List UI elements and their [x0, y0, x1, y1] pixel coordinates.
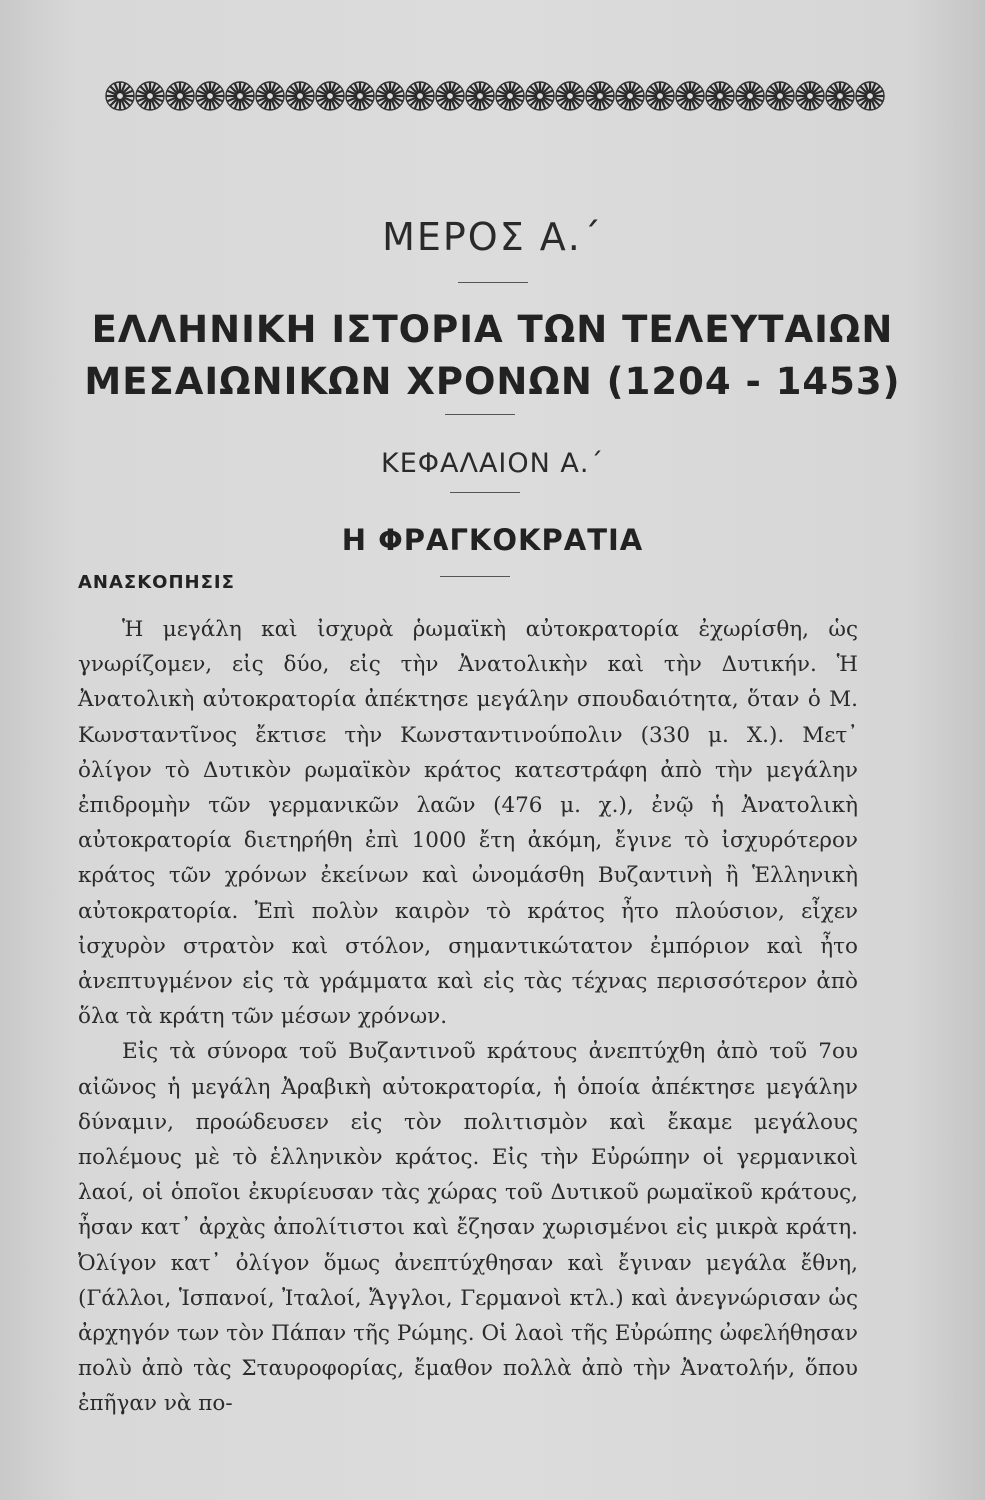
rosette-icon [556, 82, 584, 110]
section-title: Η ΦΡΑΓΚΟΚΡΑΤΙΑ [341, 523, 644, 557]
rosette-icon [796, 82, 824, 110]
divider-rule [458, 282, 528, 283]
rosette-icon [196, 82, 224, 110]
paragraph: Ἡ μεγάλη καὶ ἰσχυρὰ ῥωμαϊκὴ αὐτοκρατορία ἐχωρίσθη, ὡς γνωρίζομεν, εἰς δύο, εἰς τὴν Ἀνατολικὴν καὶ τὴν Δυτικήν. Ἡ Ἀνατολικὴ αὐτοκρατορία ἀπέκτησε μεγάλην σπουδαιότητα, ὅταν ὁ Μ. Κωνσταντῖνος ἔκτισε τὴν Κωνσταντινούπολιν (330 μ. Χ.). Μετ᾿ ὀλίγον τὸ Δυτικὸν ρωμαϊκὸν κράτος κατεστράφη ἀπὸ τὴν μεγάλην ἐπιδρομὴν τῶν γερμανικῶν λαῶν (476 μ. χ.), ἐνῷ ἡ Ἀνατολικὴ αὐτοκρατορία διετηρήθη ἐπὶ 1000 ἔτη ἀκόμη, ἔγινε τὸ ἰσχυρότερον κράτος τῶν χρόνων ἐκείνων καὶ ὠνομάσθη Βυζαντινὴ ἢ Ἑλληνικὴ αὐτοκρατορία. Ἐπὶ πολὺν καιρὸν τὸ κράτος ἦτο πλούσιον, εἶχεν ἰσχυρὸν στρατὸν καὶ στόλον, σημαντικώτατον ἐμπόριον καὶ ἦτο ἀνεπτυγμένον εἰς τὰ γράμματα καὶ εἰς τὰς τέχνας περισσότερον ἀπὸ ὅλα τὰ κράτη τῶν μέσων χρόνων. [78, 617, 858, 1030]
rosette-icon [736, 82, 764, 110]
side-heading: ΑΝΑΣΚΟΠΗΣΙΣ [78, 572, 235, 593]
decorative-rosette-band [105, 74, 885, 118]
rosette-icon [826, 82, 854, 110]
rosette-icon [286, 82, 314, 110]
rosette-icon [136, 82, 164, 110]
rosette-icon [256, 82, 284, 110]
chapter-label: ΚΕΦΑΛΑΙΟΝ Α.΄ [381, 448, 604, 479]
paragraph: Εἰς τὰ σύνορα τοῦ Βυζαντινοῦ κράτους ἀνεπτύχθη ἀπὸ τοῦ 7ου αἰῶνος ἡ μεγάλη Ἀραβικὴ αὐτοκρατορία, ἡ ὁποία ἀπέκτησε μεγάλην δύναμιν, προώδευσεν εἰς τὸν πολιτισμὸν καὶ ἔκαμε μεγάλους πολέμους μὲ τὸ ἑλληνικὸν κράτος. Εἰς τὴν Εὐρώπην οἱ γερμανικοὶ λαοί, οἱ ὁποῖοι ἐκυρίευσαν τὰς χώρας τοῦ Δυτικοῦ ρωμαϊκοῦ κράτους, ἦσαν κατ᾿ ἀρχὰς ἀπολίτιστοι καὶ ἔζησαν χωρισμένοι εἰς μικρὰ κράτη. Ὀλίγον κατ᾿ ὀλίγον ὅμως ἀνεπτύχθησαν καὶ ἔγιναν μεγάλα ἔθνη, (Γάλλοι, Ἱσπανοί, Ἰταλοί, Ἄγγλοι, Γερμανοὶ κτλ.) καὶ ἀνεγνώρισαν ὡς ἀρχηγόν των τὸν Πάπαν τῆς Ρώμης. Οἱ λαοὶ τῆς Εὐρώπης ὠφελήθησαν πολὺ ἀπὸ τὰς Σταυροφορίας, ἔμαθον πολλὰ ἀπὸ τὴν Ἀνατολήν, ὅπου ἐπῆγαν νὰ πο- [78, 1039, 858, 1417]
divider-rule [445, 414, 515, 415]
rosette-icon [706, 82, 734, 110]
body-text [78, 612, 858, 1422]
rosette-icon [376, 82, 404, 110]
rosette-icon [436, 82, 464, 110]
rosette-ornament-icon [105, 74, 885, 118]
book-title-line-1: ΕΛΛΗΝΙΚΗ ΙΣΤΟΡΙΑ ΤΩΝ ΤΕΛΕΥΤΑΙΩΝ [91, 308, 894, 351]
divider-rule [450, 492, 520, 493]
rosette-icon [226, 82, 254, 110]
part-label: ΜΕΡΟΣ Α.΄ [382, 215, 603, 259]
rosette-icon [766, 82, 794, 110]
rosette-icon [166, 82, 194, 110]
rosette-icon [646, 82, 674, 110]
rosette-icon [676, 82, 704, 110]
book-title-line-2: ΜΕΣΑΙΩΝΙΚΩΝ ΧΡΟΝΩΝ (1204 - 1453) [84, 360, 901, 403]
rosette-icon [466, 82, 494, 110]
divider-rule [440, 576, 510, 577]
rosette-icon [346, 82, 374, 110]
rosette-icon [856, 82, 884, 110]
rosette-icon [586, 82, 614, 110]
rosette-icon [406, 82, 434, 110]
rosette-icon [526, 82, 554, 110]
rosette-icon [316, 82, 344, 110]
rosette-icon [616, 82, 644, 110]
rosette-icon [496, 82, 524, 110]
rosette-icon [106, 82, 134, 110]
